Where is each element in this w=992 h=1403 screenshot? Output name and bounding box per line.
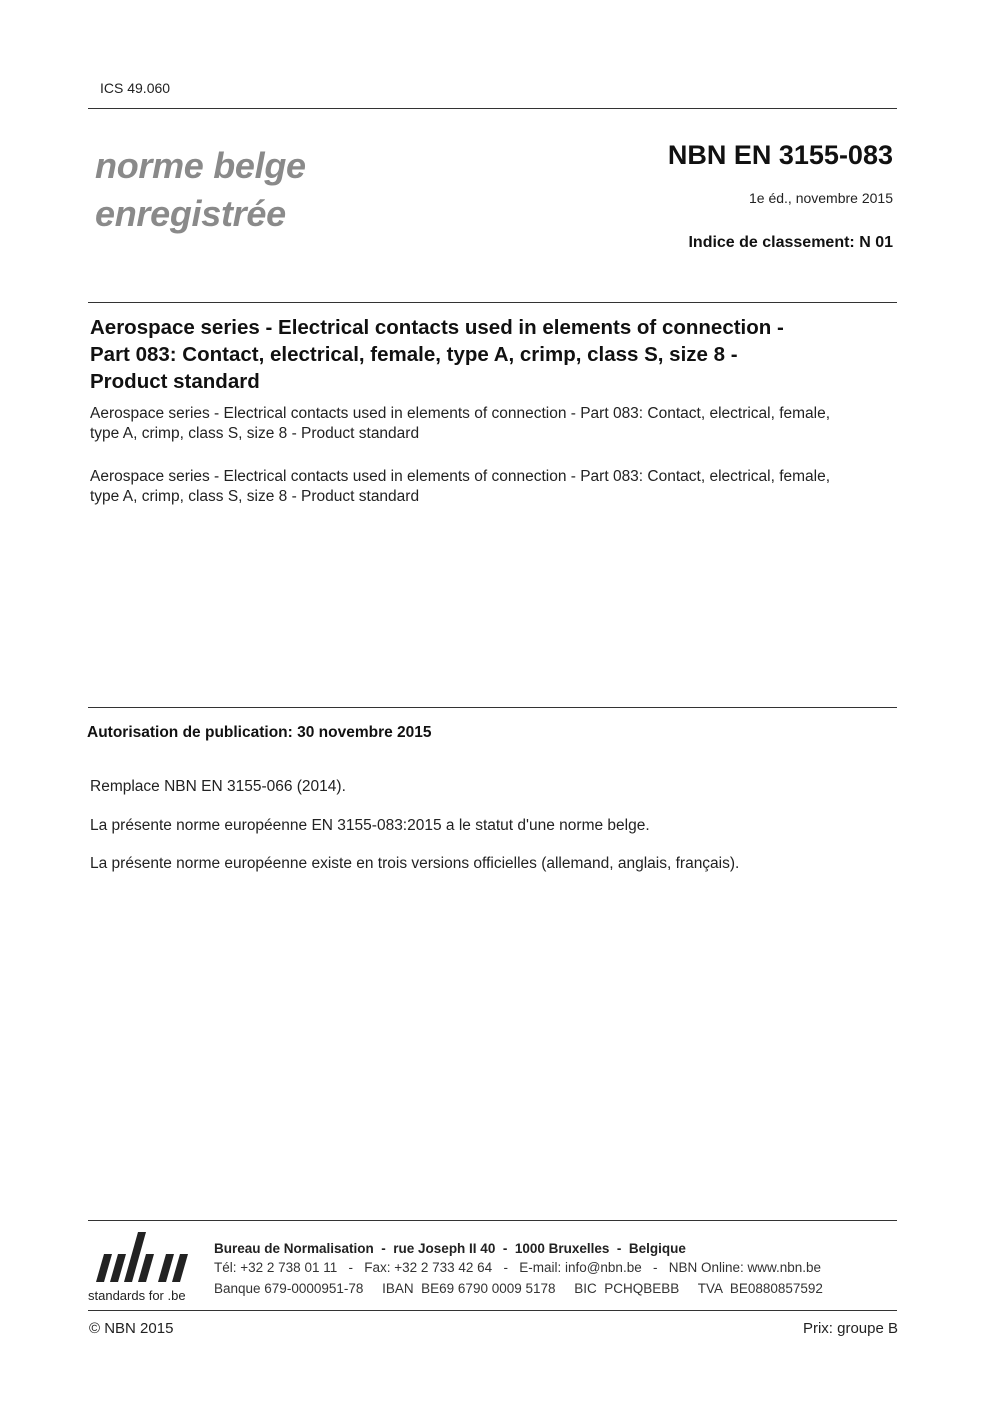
bureau-address: Bureau de Normalisation - rue Joseph II 40 - 1000 Bruxelles - Belgique bbox=[214, 1241, 686, 1256]
title-line-1: Aerospace series - Electrical contacts used in elements of connection - bbox=[90, 316, 784, 339]
alternate-title-2 bbox=[90, 467, 895, 507]
standard-number: NBN EN 3155-083 bbox=[667, 140, 893, 170]
status-statement: La présente norme européenne EN 3155-083:2015 a le statut d'une norme belge. bbox=[90, 817, 650, 834]
contact-details: Tél: +32 2 738 01 11 - Fax: +32 2 733 42 64 - E-mail: info@nbn.be - NBN Online: www.nbn.be bbox=[214, 1260, 822, 1275]
replaces-statement: Remplace NBN EN 3155-066 (2014). bbox=[90, 778, 346, 795]
title-line-3: Product standard bbox=[90, 370, 260, 393]
alternate-title-1 bbox=[90, 404, 895, 444]
title-line-2: Part 083: Contact, electrical, female, type A, crimp, class S, size 8 - bbox=[90, 343, 738, 366]
title-divider bbox=[88, 302, 897, 303]
brand-line-2: enregistrée bbox=[95, 193, 286, 234]
header-divider bbox=[88, 108, 897, 109]
alt-title-1-line-2: type A, crimp, class S, size 8 - Product standard bbox=[90, 425, 420, 442]
bank-details: Banque 679-0000951-78 IBAN BE69 6790 0009 5178 BIC PCHQBEBB TVA BE0880857592 bbox=[214, 1281, 823, 1296]
alt-title-2-line-2: type A, crimp, class S, size 8 - Product standard bbox=[90, 488, 420, 505]
footer-divider bbox=[88, 1220, 897, 1221]
classification-index: Indice de classement: N 01 bbox=[688, 234, 893, 251]
brand-line-1: norme belge bbox=[95, 145, 306, 186]
copyright-notice: © NBN 2015 bbox=[89, 1320, 174, 1337]
versions-statement: La présente norme européenne existe en trois versions officielles (allemand, anglais, français). bbox=[90, 855, 740, 872]
document-title bbox=[90, 314, 890, 395]
price-group: Prix: groupe B bbox=[802, 1320, 898, 1337]
nbn-logo-mark-icon bbox=[88, 1228, 198, 1286]
bottom-divider bbox=[88, 1310, 897, 1311]
nbn-logo bbox=[88, 1228, 206, 1308]
logo-caption: standards for .be bbox=[88, 1288, 186, 1303]
publication-authorisation: Autorisation de publication: 30 novembre 2015 bbox=[87, 724, 432, 741]
alt-title-2-line-1: Aerospace series - Electrical contacts used in elements of connection - Part 083: Contact, electrical, female, bbox=[90, 468, 831, 485]
alt-title-1-line-1: Aerospace series - Electrical contacts used in elements of connection - Part 083: Contact, electrical, female, bbox=[90, 405, 831, 422]
brand-label bbox=[95, 142, 306, 238]
edition-date: 1e éd., novembre 2015 bbox=[749, 190, 893, 206]
body-divider bbox=[88, 707, 897, 708]
ics-code: ICS 49.060 bbox=[100, 80, 171, 96]
